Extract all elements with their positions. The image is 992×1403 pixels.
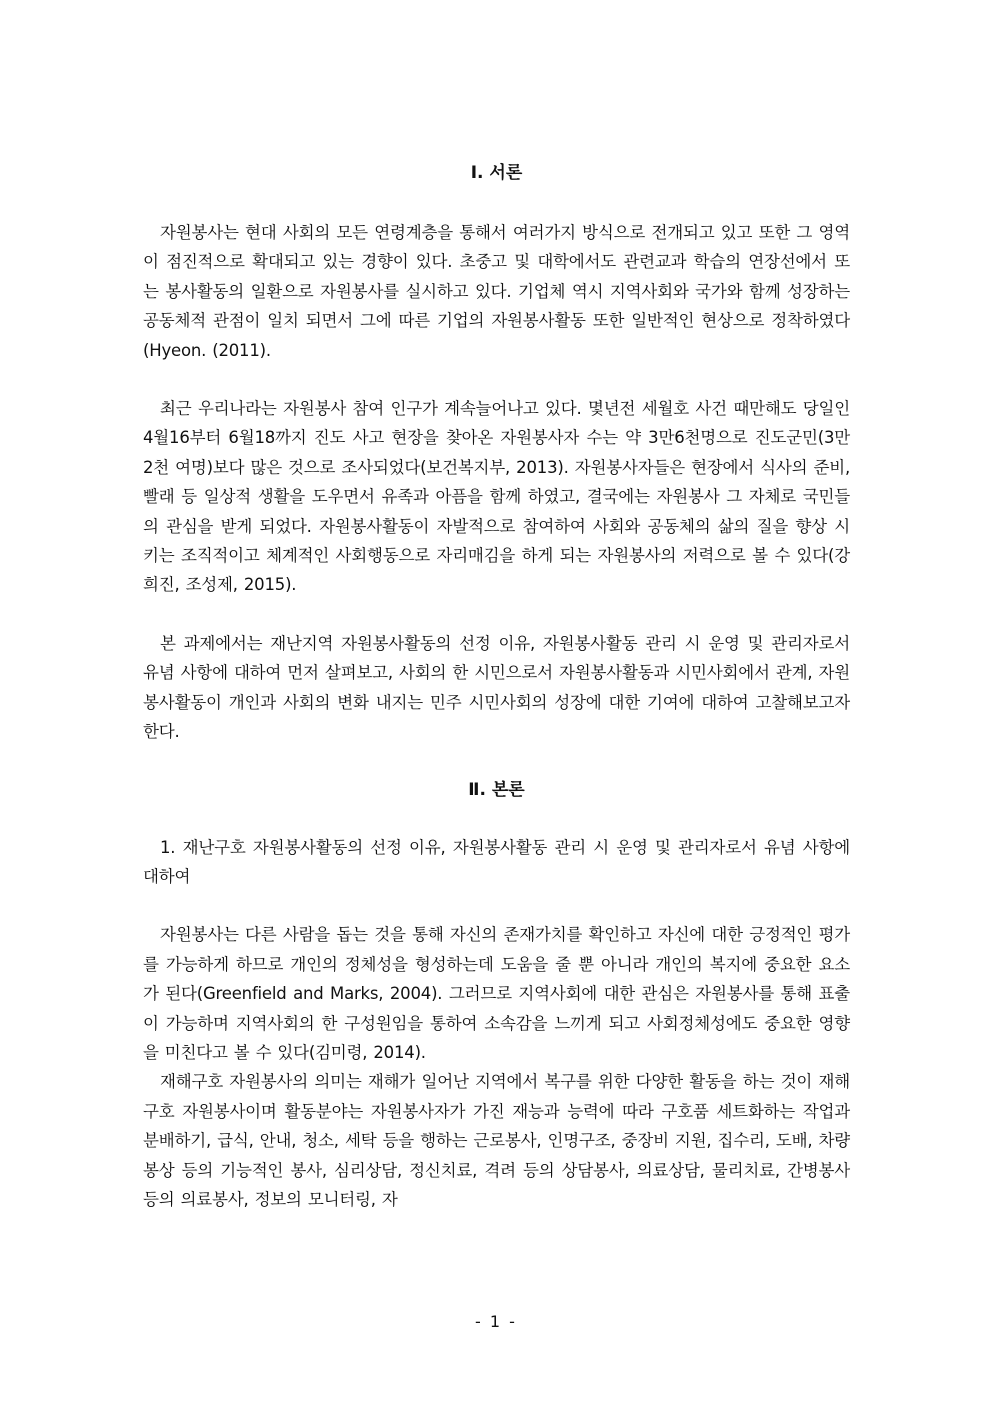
page-number: - 1 -	[475, 1312, 517, 1331]
section-1-title: Ⅰ. 서론	[470, 163, 523, 183]
section-2-paragraph-1: 자원봉사는 다른 사람을 돕는 것을 통해 자신의 존재가치를 확인하고 자신에 대한 긍정적인 평가를 가능하게 하므로 개인의 정체성을 형성하는데 도움을 줄 뿐 아니라 개인의 복지에 중요한 요소가 된다(Greenfield and Marks, 2004). 그러므로 지역사회에 대한 관심은 자원봉사를 통해 표출이 가능하며 지역사회의 한 구성원임을 통하여 소속감을 느끼게 되고 사회정체성에도 중요한 영향을 미친다고 볼 수 있다(김미령, 2014).	[143, 925, 851, 1062]
section-2-paragraph-2: 재해구호 자원봉사의 의미는 재해가 일어난 지역에서 복구를 위한 다양한 활동을 하는 것이 재해구호 자원봉사이며 활동분야는 자원봉사자가 가진 재능과 능력에 따라 구호품 세트화하는 작업과 분배하기, 급식, 안내, 청소, 세탁 등을 행하는 근로봉사, 인명구조, 중장비 지원, 집수리, 도배, 차량 봉상 등의 기능적인 봉사, 심리상담, 정신치료, 격려 등의 상담봉사, 의료상담, 물리치료, 간병봉사 등의 의료봉사, 정보의 모니터링, 자	[143, 1072, 851, 1209]
section-2-subheading: 1. 재난구호 자원봉사활동의 선정 이유, 자원봉사활동 관리 시 운영 및 관리자로서 유념 사항에 대하여	[143, 837, 850, 886]
section-2-title: Ⅱ. 본론	[468, 779, 525, 800]
section-1-paragraph-3: 본 과제에서는 재난지역 자원봉사활동의 선정 이유, 자원봉사활동 관리 시 운영 및 관리자로서 유념 사항에 대하여 먼저 살펴보고, 사회의 한 시민으로서 자원봉사활동과 시민사회에서 관계, 자원봉사활동이 개인과 사회의 변화 내지는 민주 시민사회의 성장에 대한 기여에 대하여 고찰해보고자 한다.	[143, 633, 850, 742]
section-1-paragraph-2: 최근 우리나라는 자원봉사 참여 인구가 계속늘어나고 있다. 몇년전 세월호 사건 때만해도 당일인 4월16부터 6월18까지 진도 사고 현장을 찾아온 자원봉사자 수는 약 3만6천명으로 진도군민(3만 2천 여명)보다 많은 것으로 조사되었다(보건복지부, 2013). 자원봉사자들은 현장에서 식사의 준비, 빨래 등 일상적 생활을 도우면서 유족과 아픔을 함께 하였고, 결국에는 자원봉사 그 자체로 국민들의 관심을 받게 되었다. 자원봉사활동이 자발적으로 참여하여 사회와 공동체의 삶의 질을 향상 시키는 조직적이고 체계적인 사회행동으로 자리매김을 하게 되는 자원봉사의 저력으로 볼 수 있다(강희진, 조성제, 2015).	[143, 399, 850, 595]
page-content	[143, 158, 850, 1214]
section-1-paragraph-1: 자원봉사는 현대 사회의 모든 연령계층을 통해서 여러가지 방식으로 전개되고 있고 또한 그 영역이 점진적으로 확대되고 있는 경향이 있다. 초중고 및 대학에서도 관련교과 학습의 연장선에서 또는 봉사활동의 일환으로 자원봉사를 실시하고 있다. 기업체 역시 지역사회와 국가와 함께 성장하는 공동체적 관점이 일치 되면서 그에 따른 기업의 자원봉사활동 또한 일반적인 현상으로 정착하였다(Hyeon. (2011).	[143, 223, 851, 360]
